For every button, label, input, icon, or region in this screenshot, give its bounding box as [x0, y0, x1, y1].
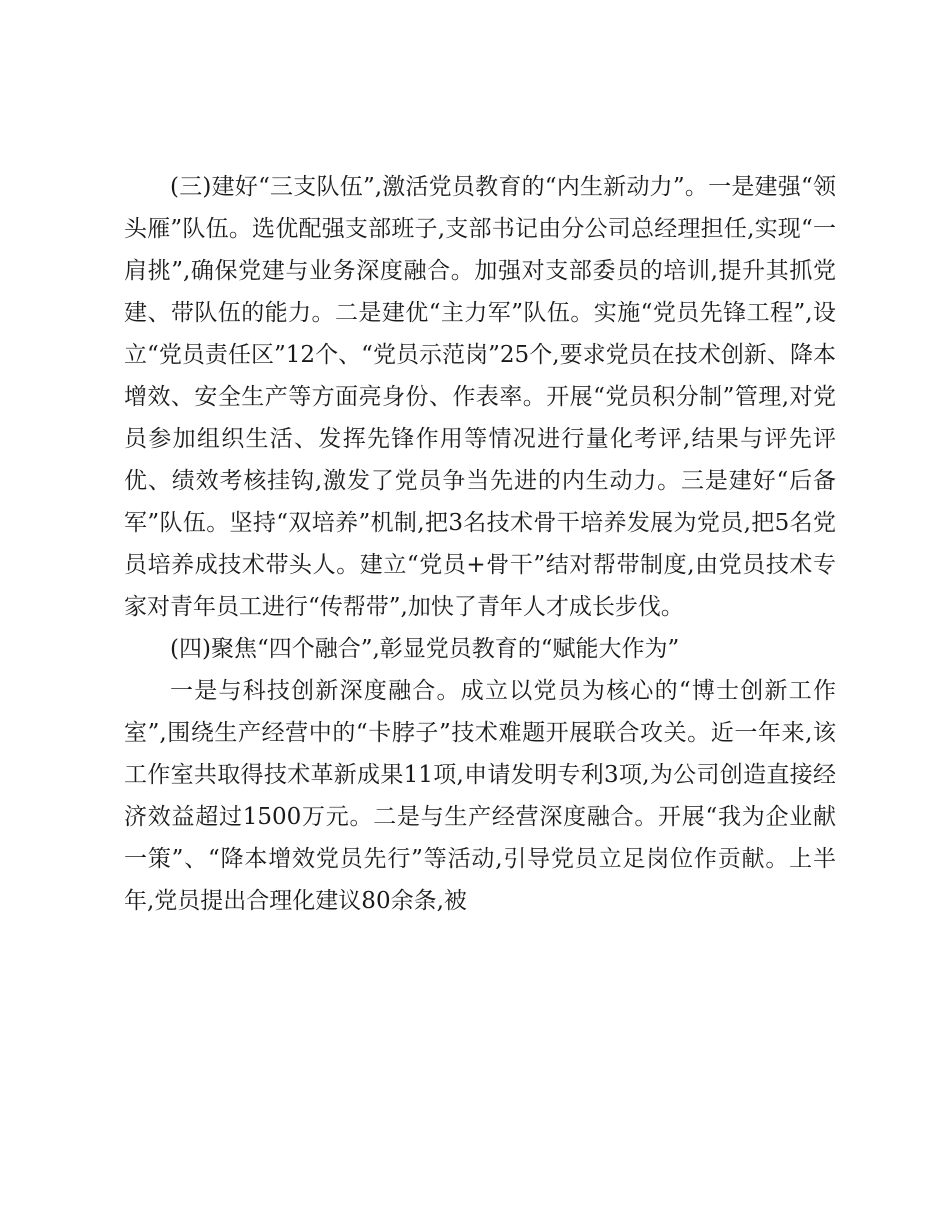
section-heading-four-integrations: (四)聚焦“四个融合”,彰显党员教育的“赋能大作为”	[170, 636, 680, 662]
paragraph-integration-details: 一是与科技创新深度融合。成立以党员为核心的“博士创新工作室”,围绕生产经营中的“卡脖子”技术难题开展联合攻关。近一年来,该工作室共取得技术革新成果11项,申请发明专利3项,为公司创造直接经济效益超过1500万元。二是与生产经营深度融合。开展“我为企业献一策”、“降本增效党员先行”等活动,引导党员立足岗位作贡献。上半年,党员提出合理化建议80余条,被	[124, 678, 836, 914]
paragraph-team-building: (三)建好“三支队伍”,激活党员教育的“内生新动力”。一是建强“领头雁”队伍。选优配强支部班子,支部书记由分公司总经理担任,实现“一肩挑”,确保党建与业务深度融合。加强对支部委员的培训,提升其抓党建、带队伍的能力。二是建优“主力军”队伍。实施“党员先锋工程”,设立“党员责任区”12个、“党员示范岗”25个,要求党员在技术创新、降本增效、安全生产等方面亮身份、作表率。开展“党员积分制”管理,对党员参加组织生活、发挥先锋作用等情况进行量化考评,结果与评先评优、绩效考核挂钩,激发了党员争当先进的内生动力。三是建好“后备军”队伍。坚持“双培养”机制,把3名技术骨干培养发展为党员,把5名党员培养成技术带头人。建立“党员+骨干”结对帮带制度,由党员技术专家对青年员工进行“传帮带”,加快了青年人才成长步伐。	[124, 174, 836, 620]
document-body	[124, 166, 836, 922]
